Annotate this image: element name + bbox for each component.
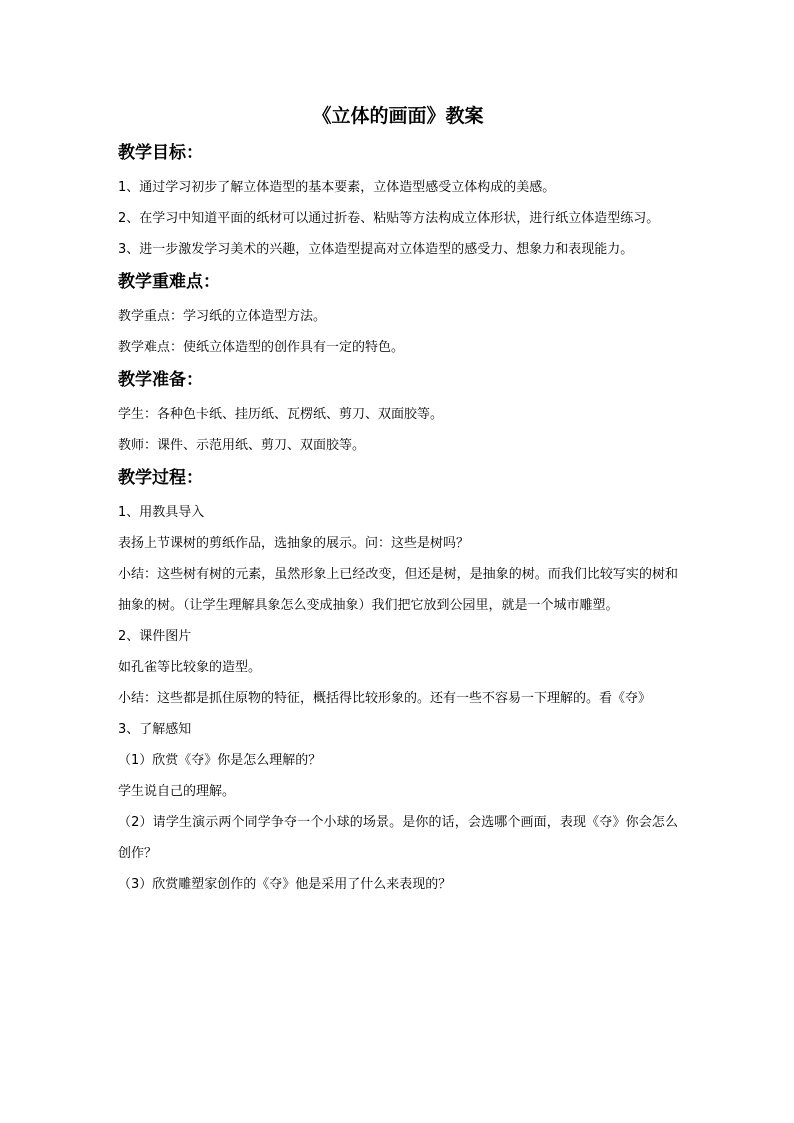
paragraph: 学生：各种色卡纸、挂历纸、瓦楞纸、剪刀、双面胶等。 (118, 407, 444, 422)
paragraph: 小结：这些树有树的元素，虽然形象上已经改变，但还是树，是抽象的树。而我们比较写实的树和抽象的树。（让学生理解具象怎么变成抽象）我们把它放到公园里，就是一个城市雕塑。 (118, 567, 678, 613)
section-heading: 教学目标： (118, 143, 203, 163)
paragraph: 1、通过学习初步了解立体造型的基本要素，立体造型感受立体构成的美感。 (118, 180, 556, 195)
paragraph: 小结：这些都是抓住原物的特征，概括得比较形象的。还有一些不容易一下理解的。看《夺》 (118, 691, 652, 706)
paragraph: 表扬上节课树的剪纸作品，选抽象的展示。问：这些是树吗？ (118, 536, 470, 551)
document-title: 《立体的画面》教案 (312, 105, 484, 127)
paragraph: 3、了解感知 (118, 722, 192, 737)
section-heading: 教学过程： (118, 468, 203, 488)
paragraph: 2、课件图片 (118, 629, 192, 644)
paragraph: 教师：课件、示范用纸、剪刀、双面胶等。 (118, 438, 366, 453)
paragraph: 2、在学习中知道平面的纸材可以通过折卷、粘贴等方法构成立体形状，进行纸立体造型练习。 (118, 211, 660, 226)
paragraph: 教学难点：使纸立体造型的创作具有一定的特色。 (118, 340, 405, 355)
paragraph: 如孔雀等比较象的造型。 (118, 660, 262, 675)
document-page (118, 100, 678, 900)
paragraph: 3、进一步激发学习美术的兴趣，立体造型提高对立体造型的感受力、想象力和表现能力。 (118, 242, 634, 257)
section-key-points (118, 269, 678, 363)
paragraph: 1、用教具导入 (118, 505, 205, 520)
paragraph: （3）欣赏雕塑家创作的《夺》他是采用了什么来表现的？ (118, 877, 452, 892)
paragraph: 学生说自己的理解。 (118, 784, 236, 799)
section-objectives (118, 140, 678, 265)
paragraph: （2）请学生演示两个同学争夺一个小球的场景。是你的话，会选哪个画面，表现《夺》你会怎么创作？ (118, 815, 678, 861)
paragraph: 教学重点：学习纸的立体造型方法。 (118, 309, 327, 324)
section-heading: 教学重难点： (118, 272, 220, 292)
section-preparation (118, 367, 678, 461)
paragraph: （1）欣赏《夺》你是怎么理解的？ (118, 753, 322, 768)
section-heading: 教学准备： (118, 370, 203, 390)
section-process (118, 465, 678, 900)
